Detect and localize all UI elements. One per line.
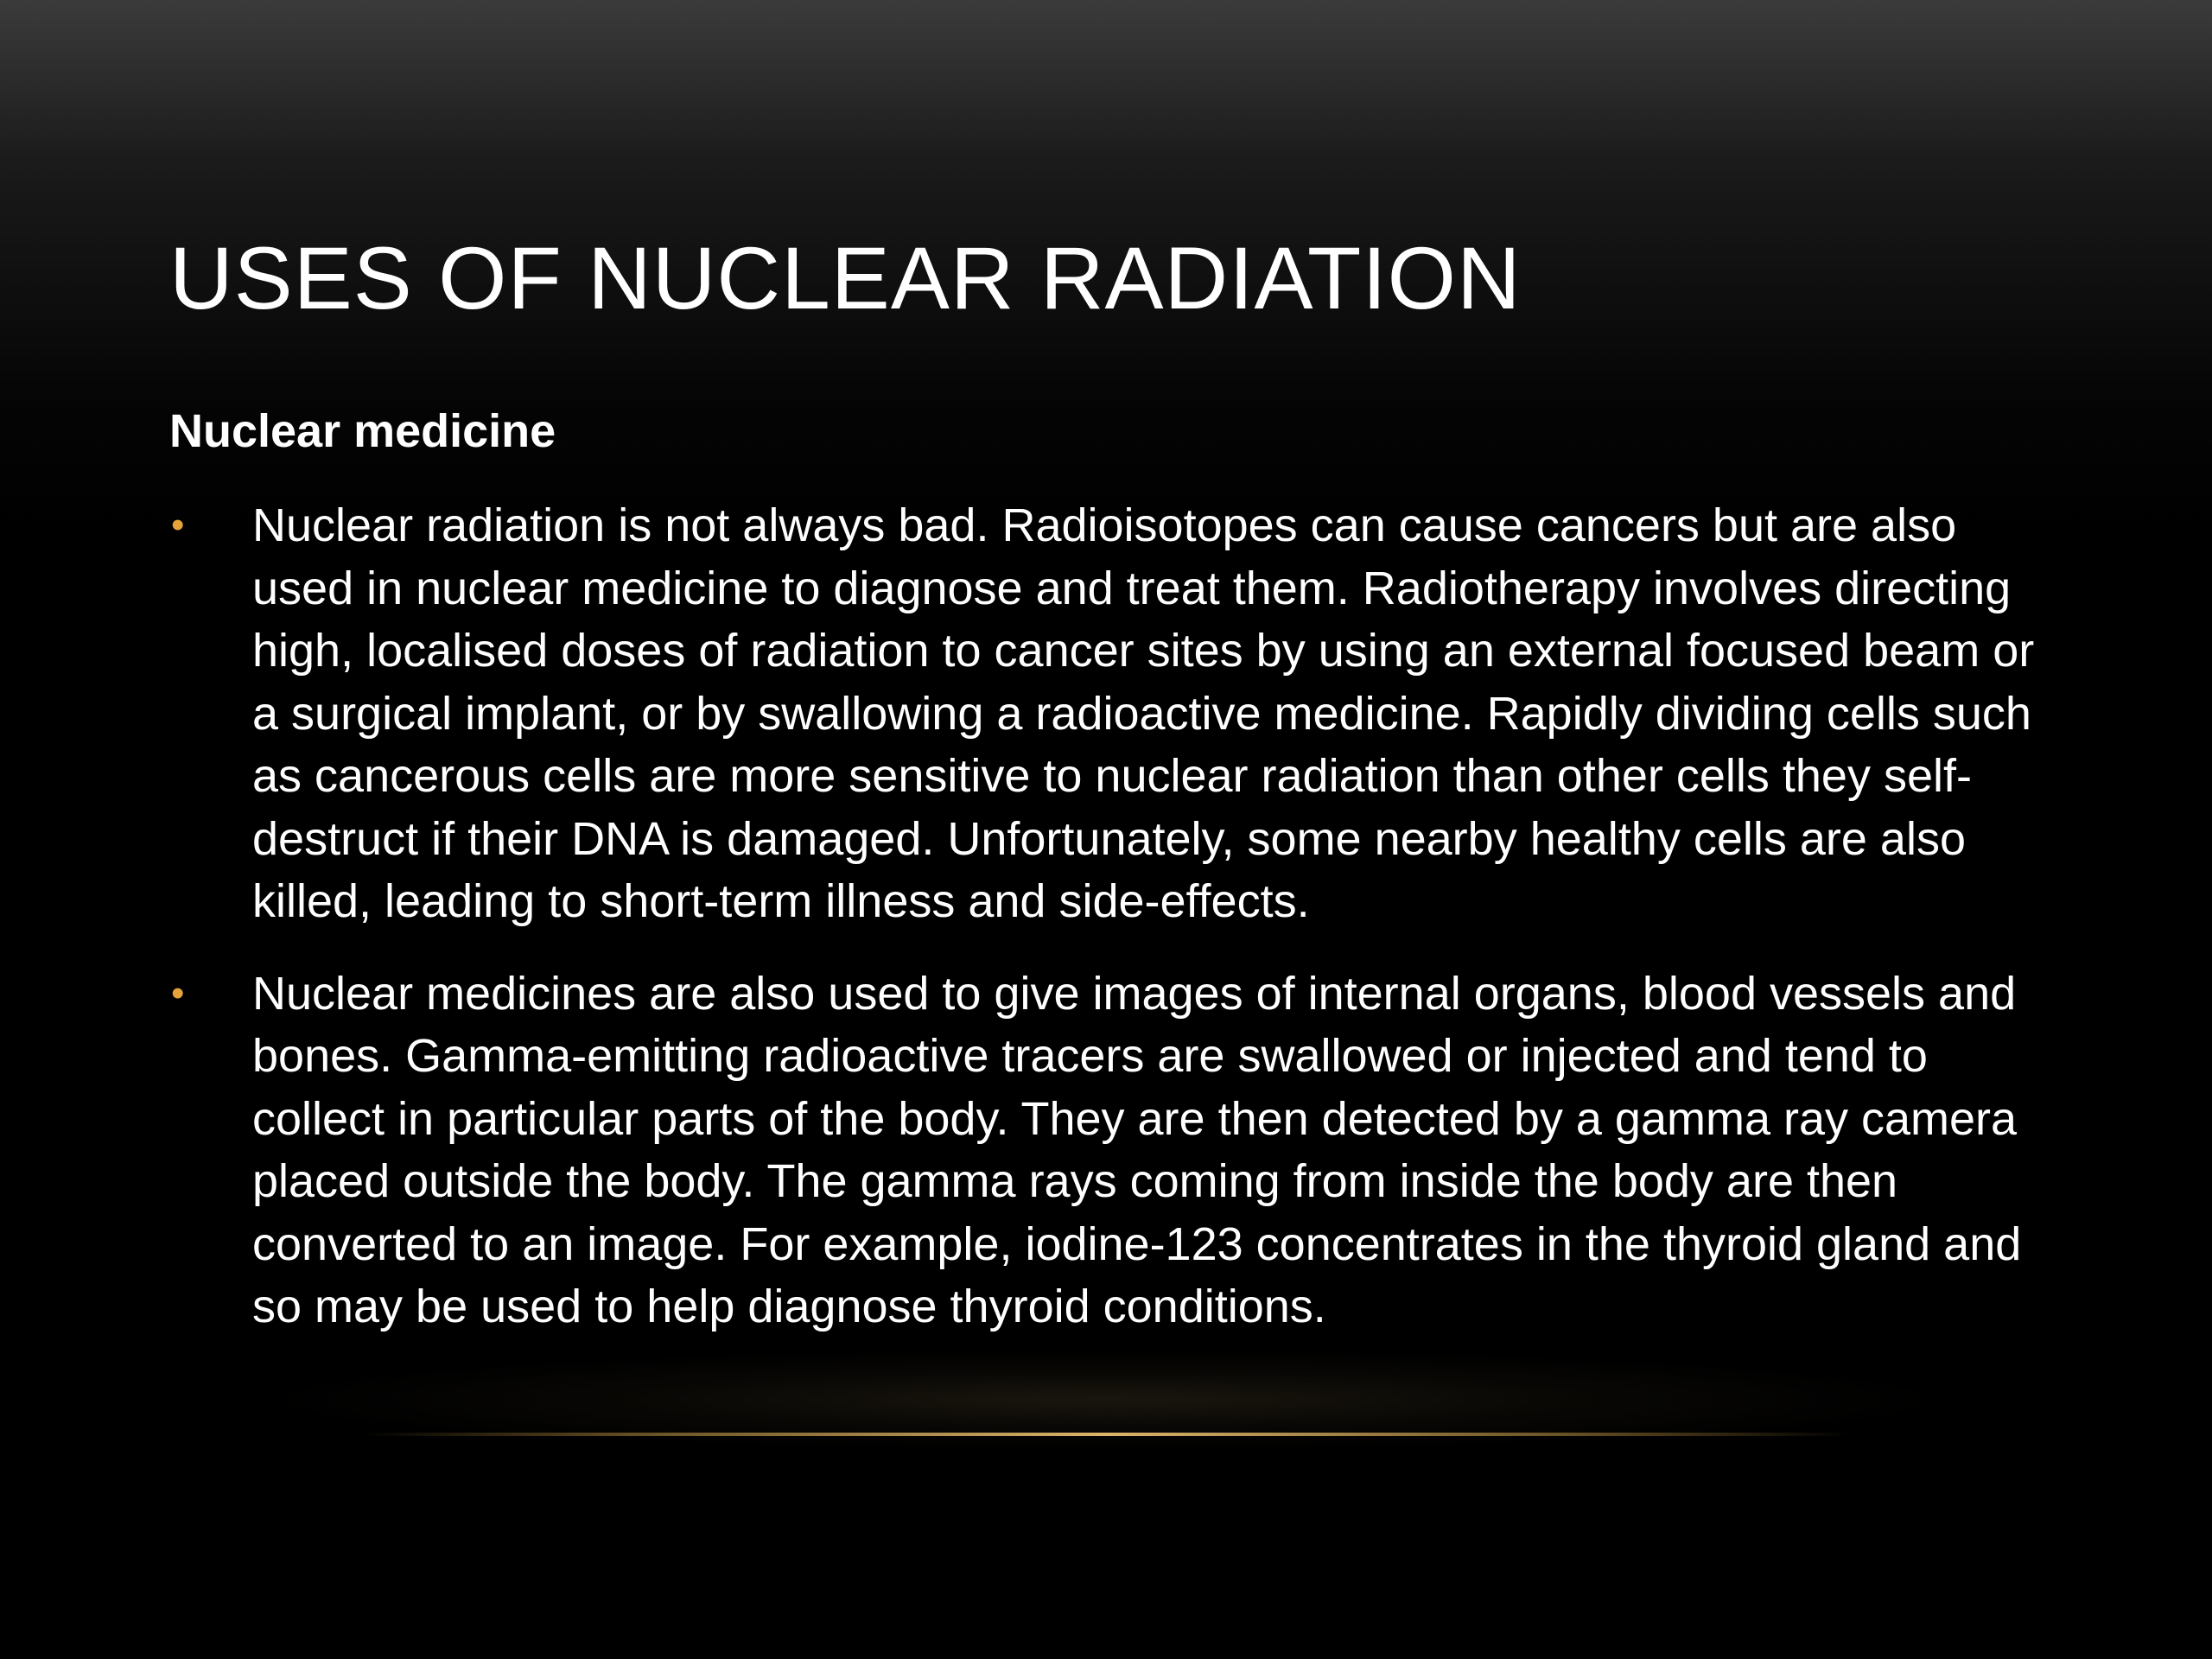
bullet-text: Nuclear medicines are also used to give images of internal organs, blood vessels and bones. Gamma-emitting radioactive tracers are swallowed or injected and tend to collect in particular parts of the body. They are then detected by a gamma ray camera placed outside the body. The gamma rays coming from inside the body are then converted to an image. For example, iodine-123 concentrates in the thyroid gland and so may be used to help diagnose thyroid conditions. (252, 967, 2022, 1332)
section-subheading: Nuclear medicine (169, 405, 556, 457)
bullet-dot-icon: • (171, 971, 185, 1014)
bullet-item (169, 963, 2053, 1338)
slide-title: USES OF NUCLEAR RADIATION (169, 229, 1522, 327)
bullet-list (169, 494, 2053, 1368)
decorative-divider-line (363, 1433, 1849, 1436)
bullet-text: Nuclear radiation is not always bad. Radioisotopes can cause cancers but are also used in nuclear medicine to diagnose and treat them. Radiotherapy involves directing high, localised doses of radiation to cancer sites by using an external focused beam or a surgical implant, or by swallowing a radioactive medicine. Rapidly dividing cells such as cancerous cells are more sensitive to nuclear radiation than other cells they self-destruct if their DNA is damaged. Unfortunately, some nearby healthy cells are also killed, leading to short-term illness and side-effects. (252, 499, 2035, 927)
bullet-dot-icon: • (171, 504, 185, 546)
bullet-item (169, 494, 2053, 933)
decorative-glow (242, 1348, 1970, 1452)
